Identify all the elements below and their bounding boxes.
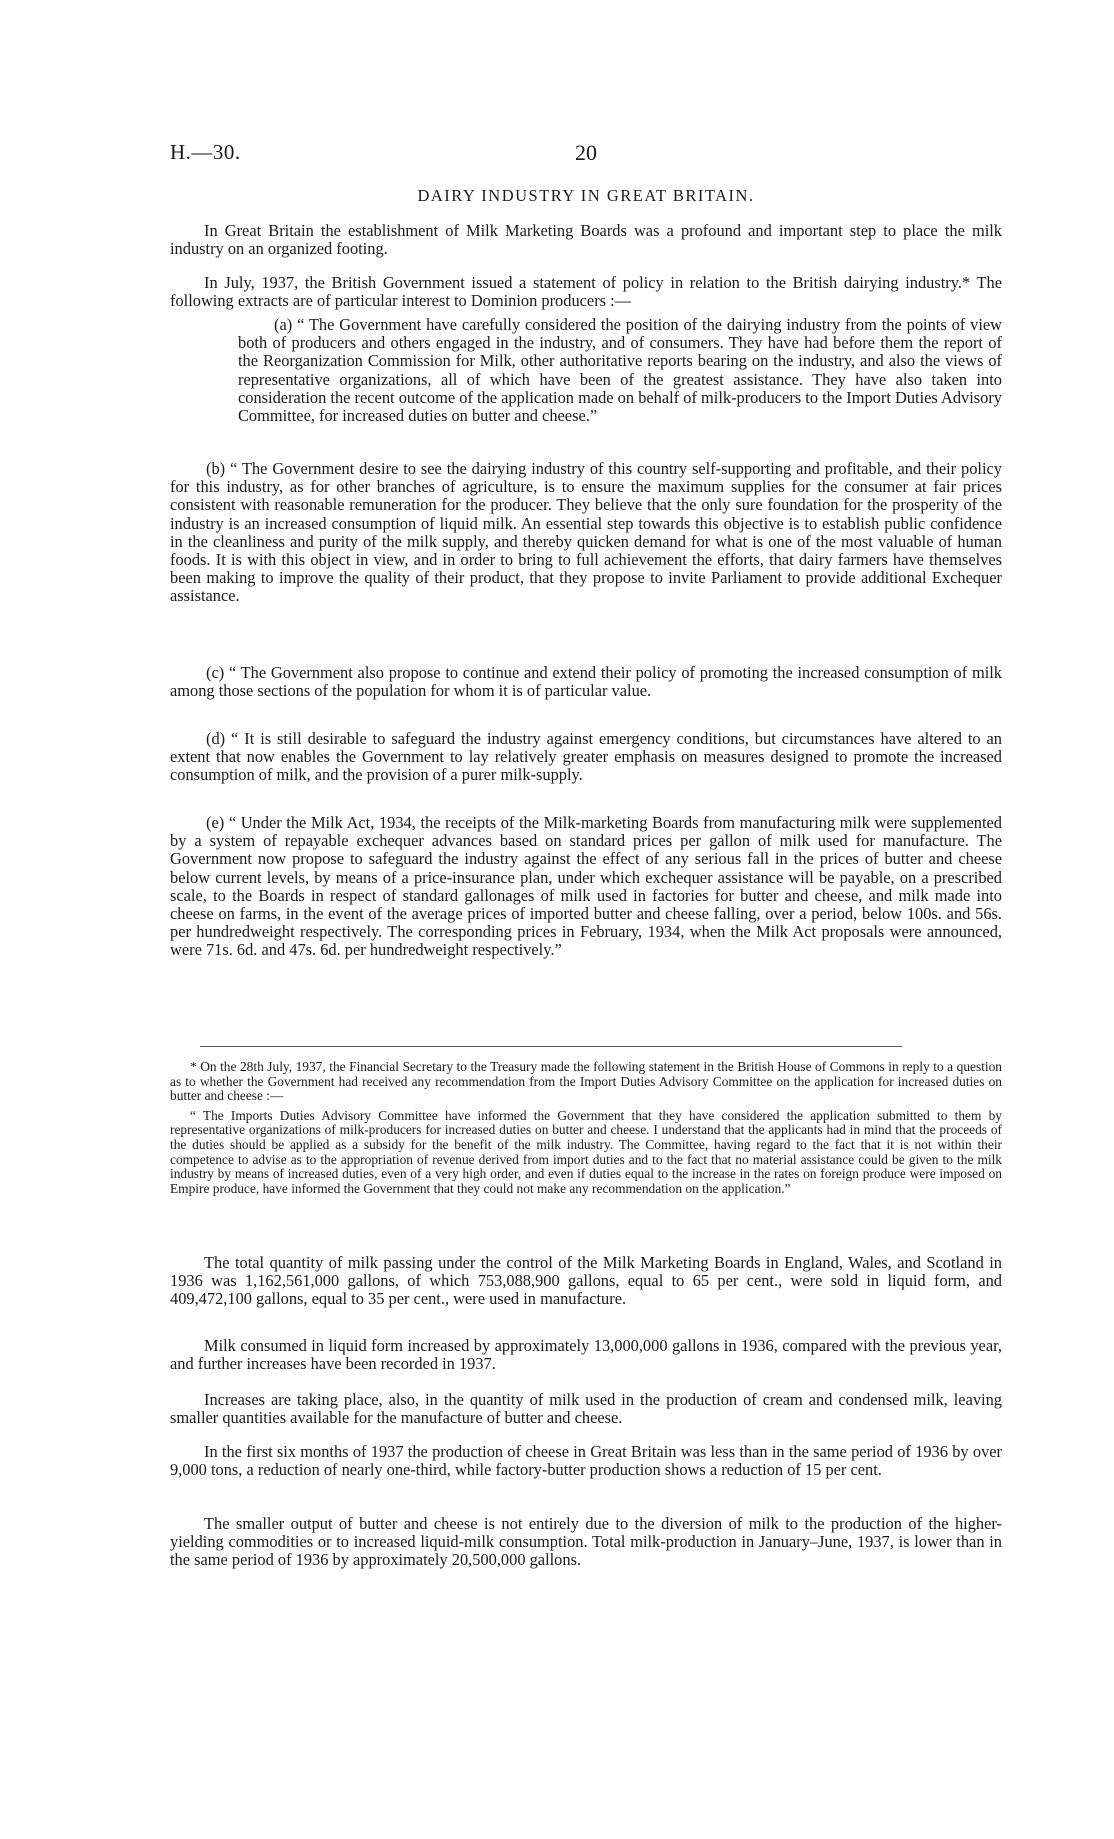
- page-number: 20: [575, 140, 597, 165]
- footnote: * On the 28th July, 1937, the Financial Secretary to the Treasury made the following statement in the British House of Commons in reply to a question as to whether the Government had received any recommendation from the Import Duties Advisory Committee on the application for increased duties on butter and cheese :—: [170, 1059, 1002, 1104]
- closing-paragraph: The smaller output of butter and cheese is not entirely due to the diversion of milk to the production of the higher-yielding commodities or to increased liquid-milk consumption. Total milk-production in January–June, 1937, is lower than in the same period of 1936 by approximately 20,500,000 gallons.: [170, 1514, 1002, 1570]
- extract-b-block: [170, 460, 1002, 606]
- intro-paragraph: In July, 1937, the British Government issued a statement of policy in relation to the British dairying industry.* The following extracts are of particular interest to Dominion producers :—: [170, 273, 1002, 311]
- document-reference: H.—30.: [170, 140, 241, 164]
- policy-extract-d: (d) “ It is still desirable to safeguard the industry against emergency conditions, but circumstances have altered to an extent that now enables the Government to lay relatively greater emphasis on measures designed to promote the increased consumption of milk, and the provision of a purer milk-supply.: [170, 729, 1002, 785]
- closing-paragraph-4-block: [170, 1443, 1002, 1479]
- closing-paragraph: In the first six months of 1937 the production of cheese in Great Britain was less than in the same period of 1936 by over 9,000 tons, a reduction of nearly one-third, while factory-butter production shows a reduction of 15 per cent.: [170, 1442, 1002, 1480]
- intro-paragraph-1-block: [170, 222, 1002, 258]
- policy-extract-b: (b) “ The Government desire to see the dairying industry of this country self-supporting and profitable, and their policy for this industry, as for other branches of agriculture, is to ensure the maximum supplies for the consumer at fair prices consistent with reasonable remuneration for the producer. They believe that the only sure foundation for the prosperity of the industry is an increased consumption of liquid milk. An essential step towards this objective is to establish public confidence in the cleanliness and purity of the milk supply, and thereby quicken demand for what is one of the most valuable of human foods. It is with this object in view, and in order to bring to full achievement the efforts, that dairy farmers have themselves been making to improve the quality of their product, that they propose to invite Parliament to provide additional Exchequer assistance.: [170, 459, 1002, 606]
- closing-paragraph-2-block: [170, 1337, 1002, 1373]
- footnote-divider: [200, 1046, 902, 1047]
- policy-extract-a: (a) “ The Government have carefully considered the position of the dairying industry from the points of view both of producers and others engaged in the industry, and of consumers. They have had before them the report of the Reorganization Commission for Milk, other authoritative reports bearing on the industry, and also the views of representative organizations, all of which have been of the greatest assistance. They have also taken into consideration the recent outcome of the application made on behalf of milk-producers to the Import Duties Advisory Committee, for increased duties on butter and cheese.”: [238, 315, 1002, 426]
- closing-paragraph-1-block: [170, 1254, 1002, 1309]
- policy-extract-e: (e) “ Under the Milk Act, 1934, the receipts of the Milk-marketing Boards from manufacturing milk were supplemented by a system of repayable exchequer advances based on standard prices per gallon of milk used for manufacture. The Government now propose to safeguard the industry against the effect of any serious fall in the prices of butter and cheese below current levels, by means of a price-insurance plan, under which exchequer assistance will be payable, on a prescribed scale, to the Boards in respect of standard gallonages of milk used in factories for butter and cheese, and milk made into cheese on farms, in the event of the average prices of imported butter and cheese falling, over a period, below 100s. and 56s. per hundredweight respectively. The corresponding prices in February, 1934, when the Milk Act proposals were announced, were 71s. 6d. and 47s. 6d. per hundredweight respectively.”: [170, 813, 1002, 960]
- policy-extract-c: (c) “ The Government also propose to continue and extend their policy of promoting the increased consumption of milk among those sections of the population for whom it is of particular value.: [170, 663, 1002, 701]
- closing-paragraph: Increases are taking place, also, in the quantity of milk used in the production of cream and condensed milk, leaving smaller quantities available for the manufacture of butter and cheese.: [170, 1390, 1002, 1428]
- closing-paragraph-5-block: [170, 1515, 1002, 1570]
- closing-paragraph: The total quantity of milk passing under the control of the Milk Marketing Boards in England, Wales, and Scotland in 1936 was 1,162,561,000 gallons, of which 753,088,900 gallons, equal to 65 per cent., were sold in liquid form, and 409,472,100 gallons, equal to 35 per cent., were used in manufacture.: [170, 1253, 1002, 1309]
- extract-e-block: [170, 814, 1002, 960]
- intro-paragraph-2-block: [170, 274, 1002, 310]
- footnote-quote: “ The Imports Duties Advisory Committee have informed the Government that they have considered the application submitted to them by representative organizations of milk-producers for increased duties on butter and cheese. I understand that the applicants had in mind that the proceeds of the duties should be applied as a subsidy for the benefit of the milk industry. The Committee, having regard to the fact that it is not within their competence to advise as to the appropriation of revenue derived from import duties and to the fact that no material assistance could be given to the milk industry by means of increased duties, even of a very high order, and even if duties equal to the increase in the rates on foreign produce were imposed on Empire produce, have informed the Government that they could not make any recommendation on the application.”: [170, 1107, 1002, 1196]
- extract-a-block: [238, 316, 1002, 425]
- extract-c-block: [170, 664, 1002, 700]
- section-title: DAIRY INDUSTRY IN GREAT BRITAIN.: [417, 186, 755, 205]
- extract-d-block: [170, 730, 1002, 785]
- footnotes: [170, 1060, 1002, 1201]
- intro-paragraph: In Great Britain the establishment of Milk Marketing Boards was a profound and important step to place the milk industry on an organized footing.: [170, 221, 1002, 259]
- closing-paragraph: Milk consumed in liquid form increased by approximately 13,000,000 gallons in 1936, compared with the previous year, and further increases have been recorded in 1937.: [170, 1336, 1002, 1374]
- closing-paragraph-3-block: [170, 1391, 1002, 1427]
